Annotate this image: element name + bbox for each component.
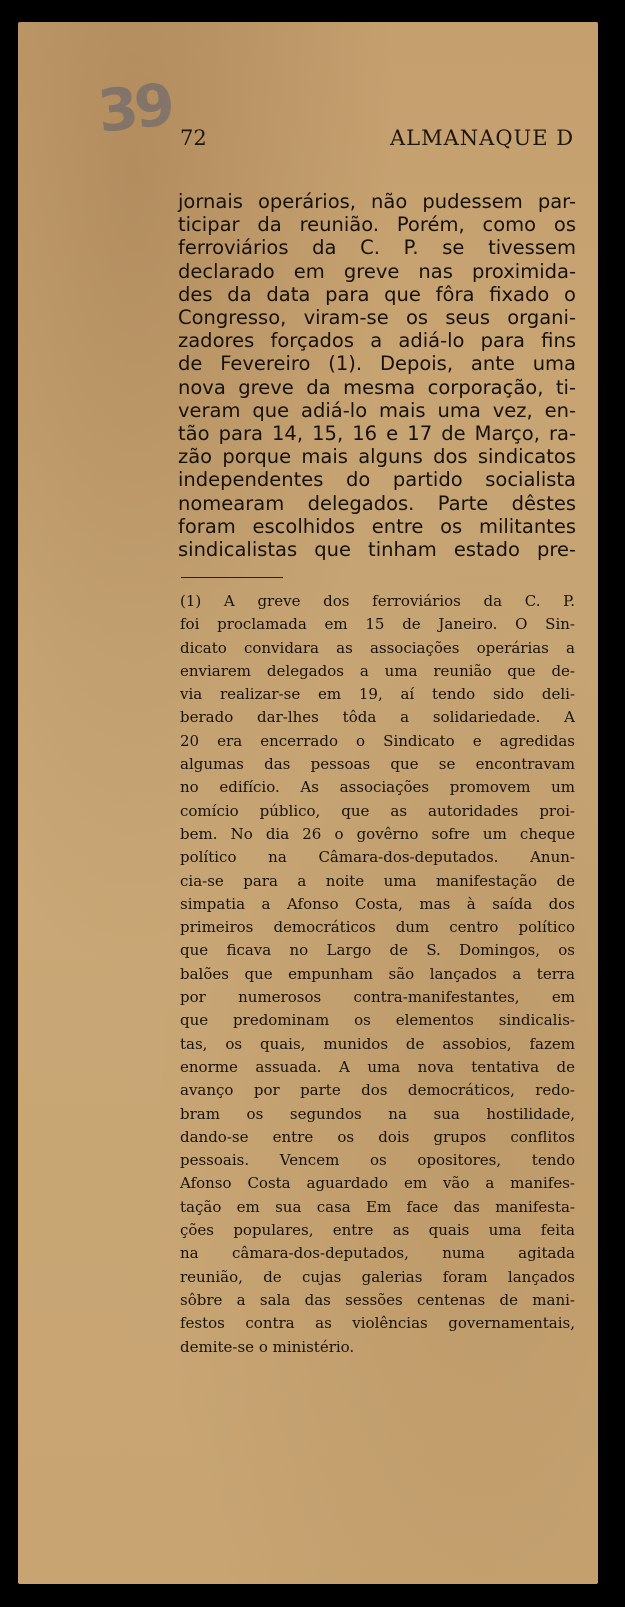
footnote-line: tação em sua casa Em face das manifesta- [180, 1197, 575, 1216]
text-line: declarado em greve nas proximida- [178, 259, 576, 283]
footnote-line: berado dar-lhes tôda a solidariedade. A [180, 708, 575, 727]
footnote-line: por numerosos contra-manifestantes, em [180, 988, 575, 1007]
text-line: de Fevereiro (1). Depois, ante uma [178, 352, 576, 376]
footnote-line: primeiros democráticos dum centro político [180, 918, 575, 937]
footnote-line: foi proclamada em 15 de Janeiro. O Sin- [180, 615, 575, 634]
footnote-line: que ficava no Largo de S. Domingos, os [180, 941, 575, 960]
scan-border [598, 0, 625, 1607]
footnote-line: festos contra as violências governamentais, [180, 1314, 575, 1333]
running-title: ALMANAQUE D [390, 126, 575, 150]
footnote-line: dicato convidara as associações operárias a [180, 638, 575, 657]
text-line: sindicalistas que tinham estado pre- [178, 538, 576, 562]
main-text [178, 190, 576, 561]
footnote [180, 590, 575, 1359]
footnote-line: ções populares, entre as quais uma feita [180, 1221, 575, 1240]
text-line: zadores forçados a adiá-lo para fins [178, 329, 576, 353]
text-line: Congresso, viram-se os seus organi- [178, 306, 576, 330]
footnote-line: que predominam os elementos sindicalis- [180, 1011, 575, 1030]
text-line: tão para 14, 15, 16 e 17 de Março, ra- [178, 422, 576, 446]
footnote-line: bram os segundos na sua hostilidade, [180, 1104, 575, 1123]
text-line: nova greve da mesma corporação, ti- [178, 375, 576, 399]
footnote-line: no edifício. As associações promovem um [180, 778, 575, 797]
footnote-line: (1) A greve dos ferroviários da C. P. [180, 592, 575, 610]
footnote-line: via realizar-se em 19, aí tendo sido deli- [180, 685, 575, 704]
footnote-line: na câmara-dos-deputados, numa agitada [180, 1244, 575, 1263]
footnote-separator [181, 577, 283, 578]
footnote-line: 20 era encerrado o Sindicato e agredidas [180, 731, 575, 750]
footnote-line: simpatia a Afonso Costa, mas à saída dos [180, 894, 575, 913]
footnote-line: sôbre a sala das sessões centenas de mani- [180, 1290, 575, 1309]
text-line: independentes do partido socialista [178, 468, 576, 492]
text-line: foram escolhidos entre os militantes [178, 514, 576, 538]
footnote-line: algumas das pessoas que se encontravam [180, 755, 575, 774]
footnote-line: reunião, de cujas galerias foram lançados [180, 1267, 575, 1286]
text-line: veram que adiá-lo mais uma vez, en- [178, 398, 576, 422]
footnote-line: cia-se para a noite uma manifestação de [180, 871, 575, 890]
footnote-line: bem. No dia 26 o govêrno sofre um cheque [180, 824, 575, 843]
footnote-line: Afonso Costa aguardado em vão a manifes- [180, 1174, 575, 1193]
footnote-line: pessoais. Vencem os opositores, tendo [180, 1151, 575, 1170]
text-line: nomearam delegados. Parte dêstes [178, 491, 576, 515]
footnote-line: enorme assuada. A uma nova tentativa de [180, 1057, 575, 1076]
footnote-line: tas, os quais, munidos de assobios, fazem [180, 1034, 575, 1053]
text-line: jornais operários, não pudessem par- [178, 190, 576, 213]
text-line: ferroviários da C. P. se tivessem [178, 236, 576, 260]
page-header [180, 126, 620, 150]
page-number: 72 [180, 126, 207, 150]
handwritten-page-number: 39 [94, 70, 175, 146]
text-line: ticipar da reunião. Porém, como os [178, 213, 576, 237]
footnote-line: balões que empunham são lançados a terra [180, 964, 575, 983]
footnote-line: político na Câmara-dos-deputados. Anun- [180, 848, 575, 867]
footnote-line: avanço por parte dos democráticos, redo- [180, 1081, 575, 1100]
footnote-line: comício público, que as autoridades proi- [180, 801, 575, 820]
footnote-line: dando-se entre os dois grupos conflitos [180, 1127, 575, 1146]
text-line: zão porque mais alguns dos sindicatos [178, 445, 576, 469]
text-line: des da data para que fôra fixado o [178, 282, 576, 306]
footnote-line: demite-se o ministério. [180, 1337, 355, 1356]
footnote-line: enviarem delegados a uma reunião que de- [180, 661, 575, 680]
